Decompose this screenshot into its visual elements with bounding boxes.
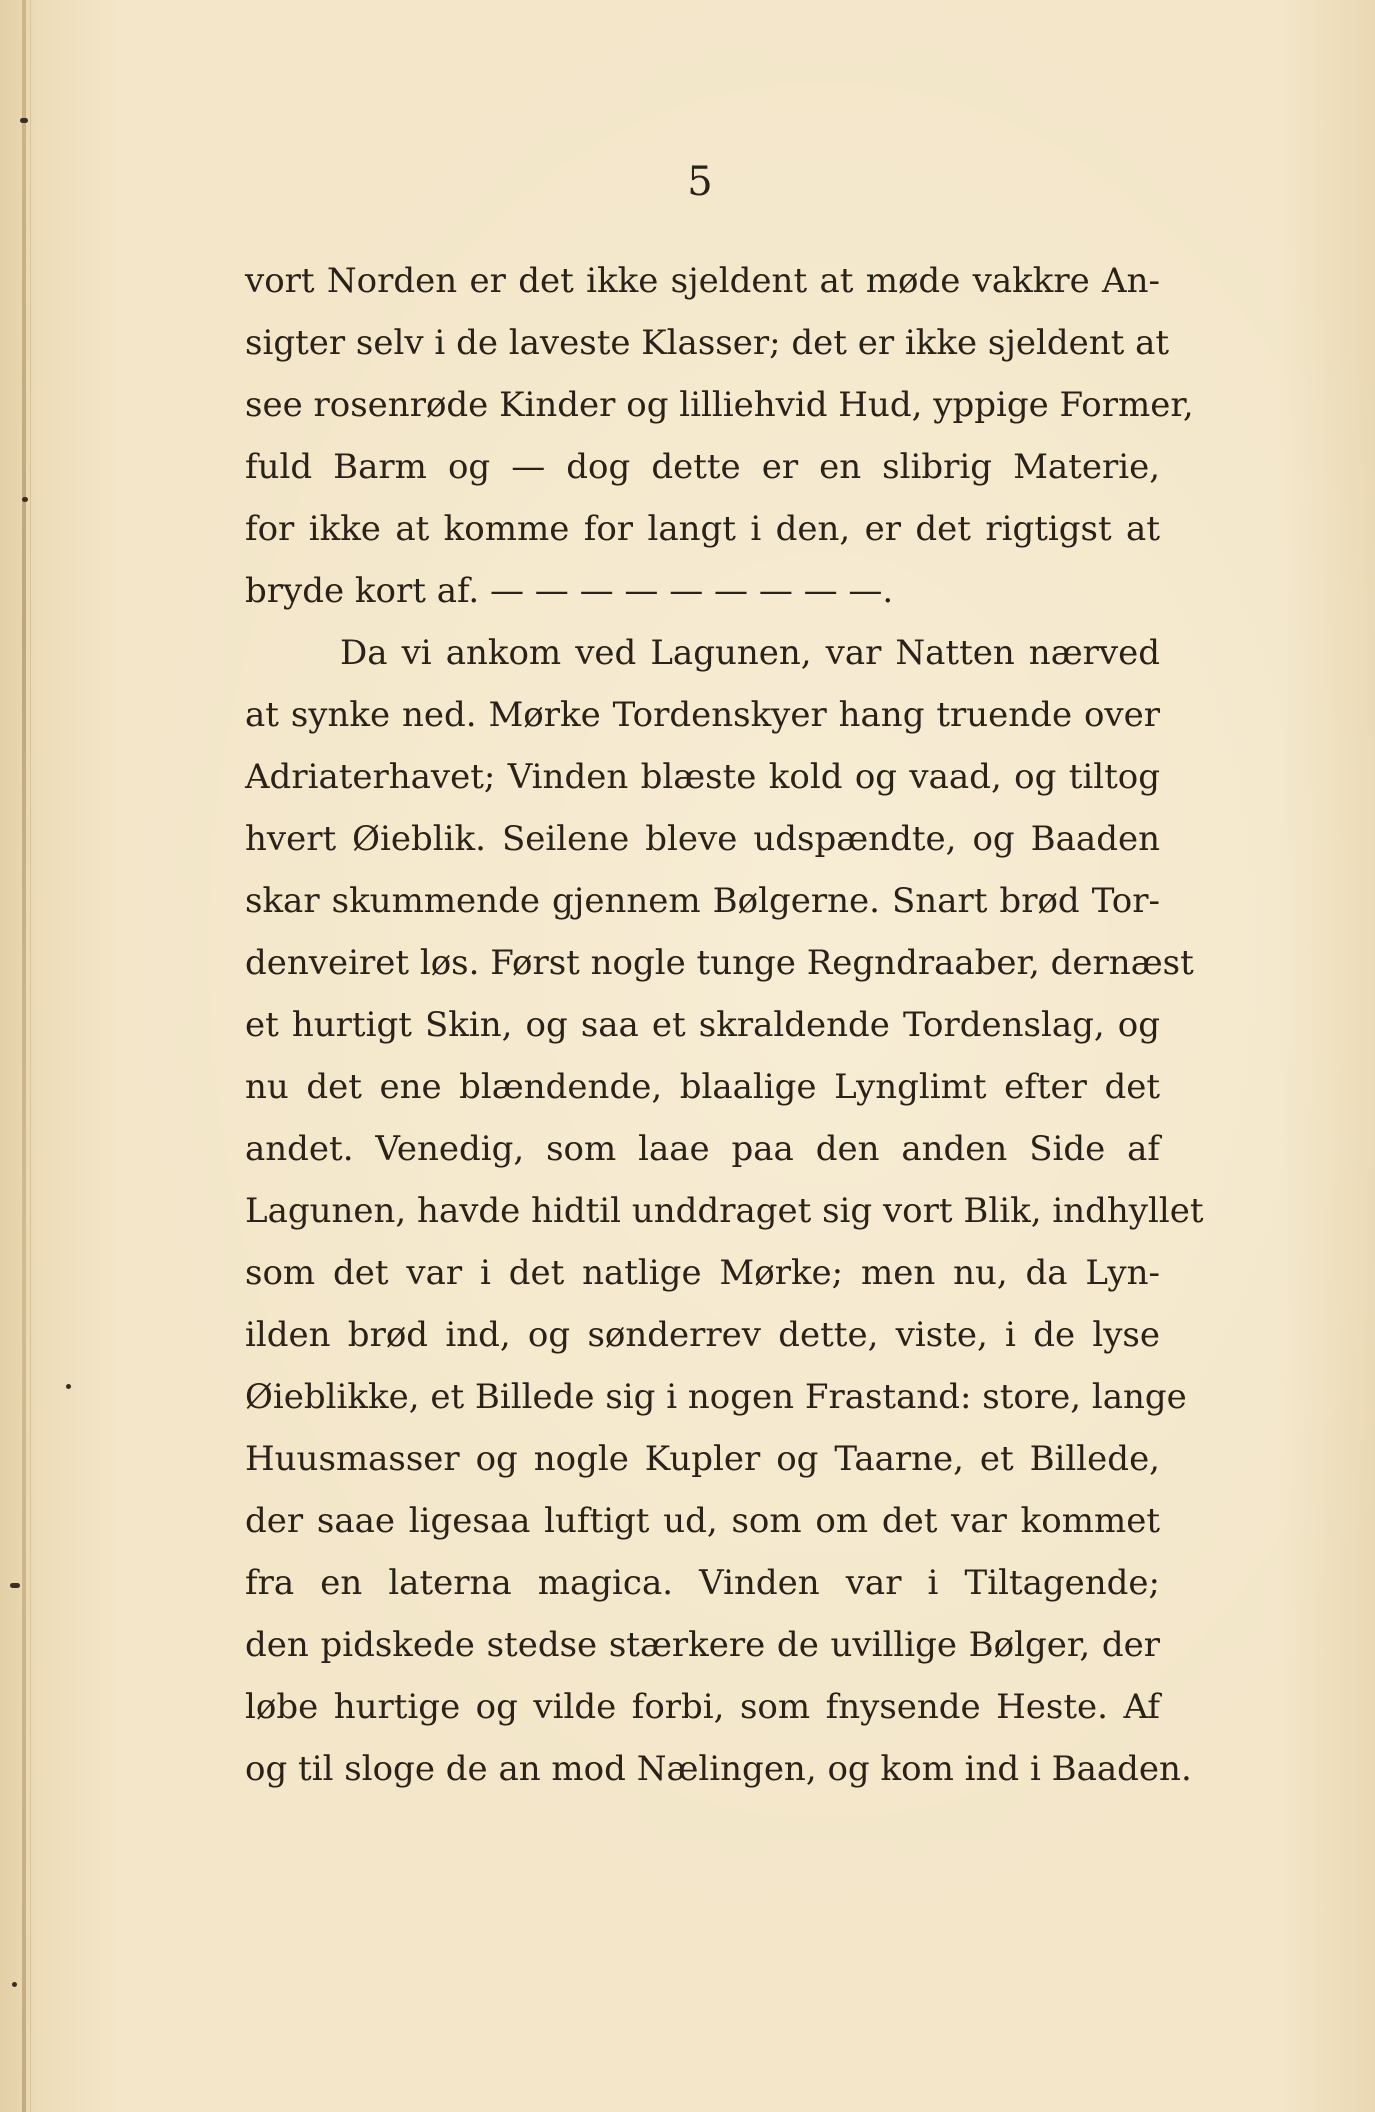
page-number: 5	[687, 159, 713, 205]
text-line: nu det ene blændende, blaalige Lynglimt efter det	[245, 1067, 1160, 1107]
text-line: som det var i det natlige Mørke; men nu, da Lyn-	[245, 1253, 1160, 1293]
text-line: at synke ned. Mørke Tordenskyer hang truende over	[245, 695, 1160, 735]
paragraph-start-line: Da vi ankom ved Lagunen, var Natten nærved	[340, 633, 1160, 673]
text-line: see rosenrøde Kinder og lilliehvid Hud, yppige Former,	[245, 385, 1194, 425]
text-line: vort Norden er det ikke sjeldent at møde vakkre An-	[245, 261, 1160, 301]
text-line: for ikke at komme for langt i den, er det rigtigst at	[245, 509, 1160, 549]
body-text	[245, 250, 1204, 1800]
text-line: fra en laterna magica. Vinden var i Tiltagende;	[245, 1563, 1160, 1603]
text-line: fuld Barm og — dog dette er en slibrig Materie,	[245, 447, 1160, 487]
text-line: hvert Øieblik. Seilene bleve udspændte, og Baaden	[245, 819, 1160, 859]
text-line: og til sloge de an mod Nælingen, og kom ind i Baaden.	[245, 1749, 1192, 1789]
text-line: den pidskede stedse stærkere de uvillige Bølger, der	[245, 1625, 1160, 1665]
ink-speck	[22, 497, 28, 502]
text-line: løbe hurtige og vilde forbi, som fnysende Heste. Af	[245, 1687, 1160, 1727]
ink-speck	[12, 1982, 17, 1987]
text-line: der saae ligesaa luftigt ud, som om det var kommet	[245, 1501, 1160, 1541]
ink-speck	[20, 118, 28, 123]
text-line: et hurtigt Skin, og saa et skraldende Tordenslag, og	[245, 1005, 1160, 1045]
page-binding-edge	[22, 0, 26, 2112]
text-line: denveiret løs. Først nogle tunge Regndraaber, dernæst	[245, 943, 1194, 983]
ink-speck	[10, 1583, 20, 1588]
text-line: Adriaterhavet; Vinden blæste kold og vaad, og tiltog	[245, 757, 1160, 797]
page-binding-line	[30, 0, 31, 2112]
text-line: andet. Venedig, som laae paa den anden Side af	[245, 1129, 1160, 1169]
text-line: bryde kort af. — — — — — — — — —.	[245, 571, 894, 611]
text-line: ilden brød ind, og sønderrev dette, viste, i de lyse	[245, 1315, 1160, 1355]
text-line: Øieblikke, et Billede sig i nogen Frastand: store, lange	[245, 1377, 1187, 1417]
text-line: Lagunen, havde hidtil unddraget sig vort Blik, indhyllet	[245, 1191, 1204, 1231]
text-line: Huusmasser og nogle Kupler og Taarne, et Billede,	[245, 1439, 1160, 1479]
text-line: skar skummende gjennem Bølgerne. Snart brød Tor-	[245, 881, 1160, 921]
text-line: sigter selv i de laveste Klasser; det er ikke sjeldent at	[245, 323, 1170, 363]
ink-speck	[66, 1384, 71, 1389]
